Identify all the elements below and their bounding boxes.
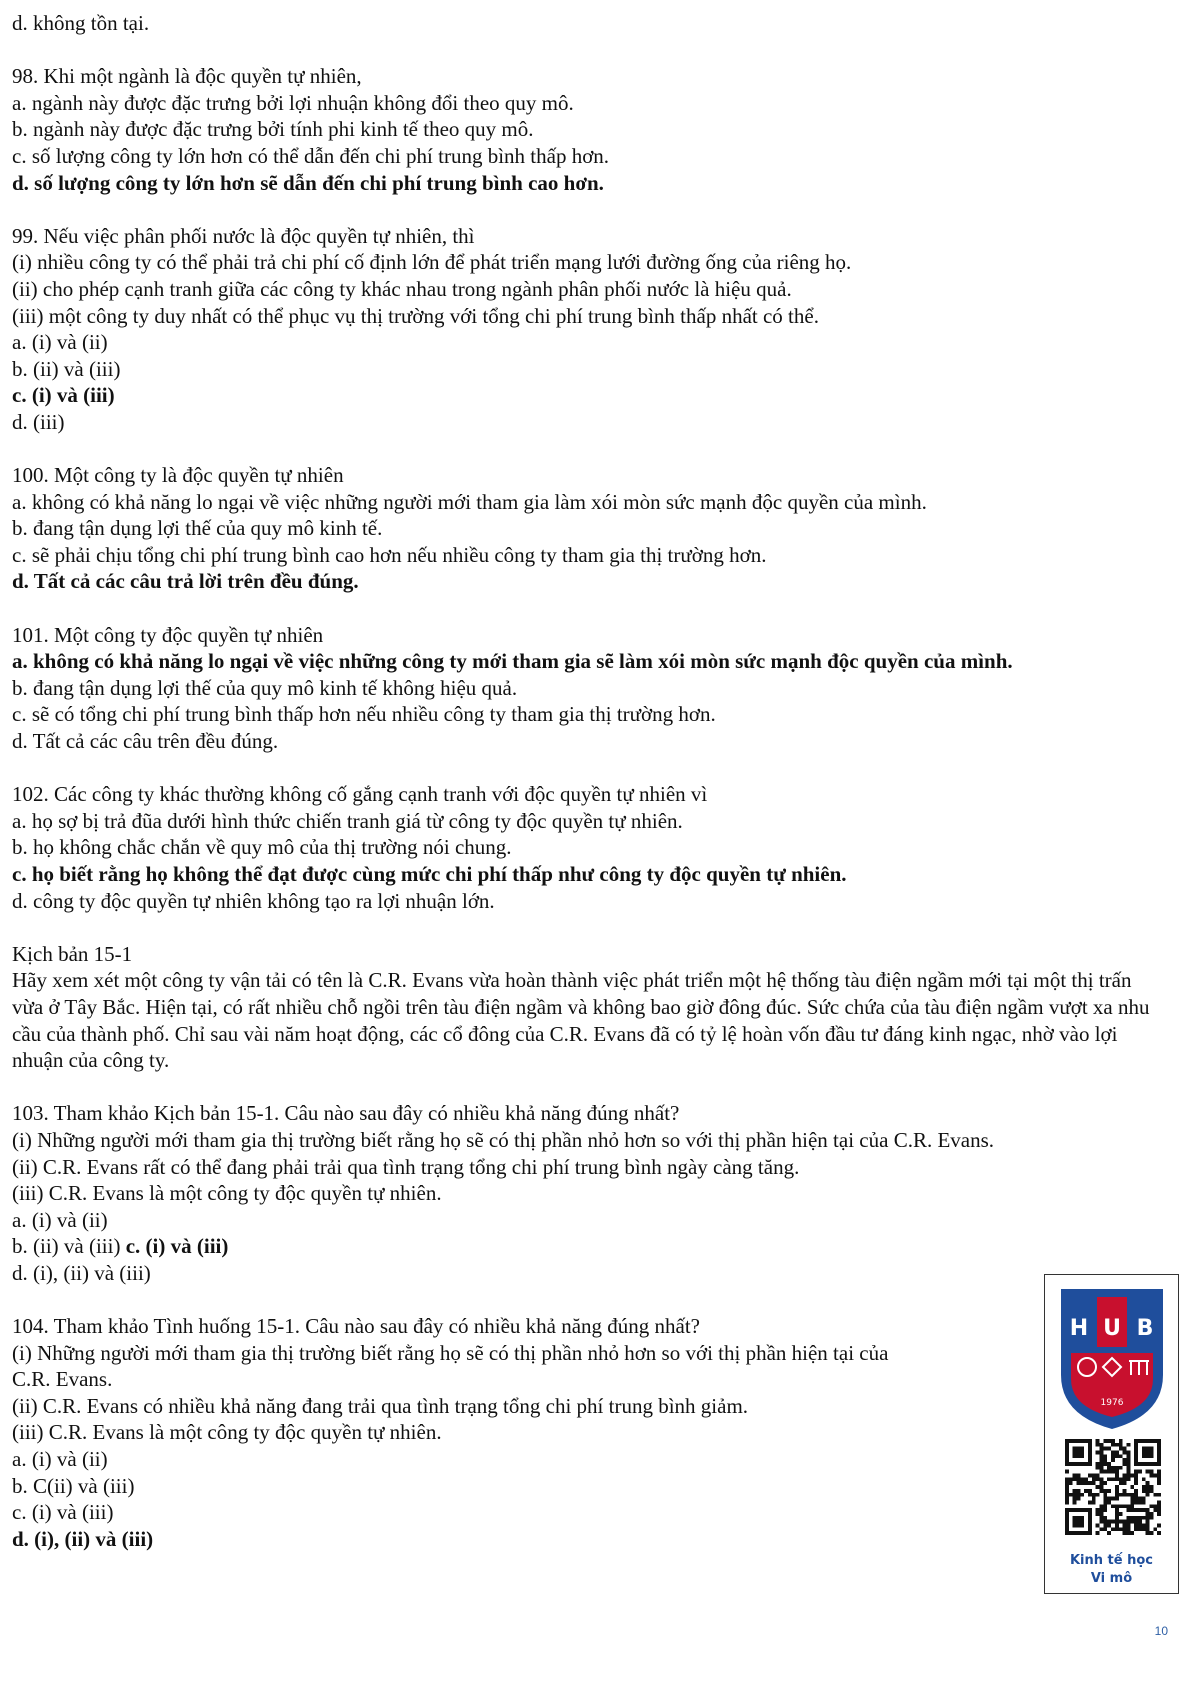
blank-line bbox=[12, 595, 1174, 622]
line-text: a. (i) và (ii) bbox=[12, 1447, 108, 1472]
blank-line bbox=[12, 436, 1174, 463]
line-text: a. ngành này được đặc trưng bởi lợi nhuận không đổi theo quy mô. bbox=[12, 90, 574, 115]
text-line bbox=[12, 1366, 1174, 1393]
text-line bbox=[12, 648, 1174, 675]
blank-line bbox=[12, 196, 1174, 223]
text-line bbox=[12, 116, 1174, 143]
line-text: d. công ty độc quyền tự nhiên không tạo ra lợi nhuận lớn. bbox=[12, 888, 495, 913]
line-text: (iii) C.R. Evans là một công ty độc quyền tự nhiên. bbox=[12, 1181, 442, 1206]
text-line bbox=[12, 808, 1174, 835]
line-text: a. không có khả năng lo ngại về việc những người mới tham gia làm xói mòn sức mạnh độc quyền của mình. bbox=[12, 489, 927, 514]
line-text: c. sẽ có tổng chi phí trung bình thấp hơn nếu nhiều công ty tham gia thị trường hơn. bbox=[12, 702, 716, 727]
text-line bbox=[12, 1154, 1174, 1181]
text-line bbox=[12, 1526, 1174, 1553]
text-line bbox=[12, 1313, 1174, 1340]
line-text: d. (iii) bbox=[12, 409, 65, 434]
text-line bbox=[12, 861, 1174, 888]
logo-letter-b: B bbox=[1136, 1316, 1154, 1341]
line-text: (ii) cho phép cạnh tranh giữa các công ty khác nhau trong ngành phân phối nước là hiệu quả. bbox=[12, 276, 792, 301]
text-line bbox=[12, 568, 1174, 595]
text-line bbox=[12, 170, 1174, 197]
text-line bbox=[12, 329, 1174, 356]
text-line bbox=[12, 1473, 1174, 1500]
line-text: d. (i), (ii) và (iii) bbox=[12, 1260, 151, 1285]
line-text: b. (ii) và (iii) bbox=[12, 356, 121, 381]
text-line bbox=[12, 542, 1174, 569]
page-number: 10 bbox=[1154, 1624, 1168, 1638]
text-line bbox=[12, 701, 1174, 728]
line-text: (ii) C.R. Evans rất có thể đang phải trải qua tình trạng tổng chi phí trung bình ngày càng tăng. bbox=[12, 1154, 800, 1179]
line-text: 99. Nếu việc phân phối nước là độc quyền tự nhiên, thì bbox=[12, 223, 475, 248]
line-text: (i) Những người mới tham gia thị trường biết rằng họ sẽ có thị phần nhỏ hơn so với thị phần hiện tại của C.R. Evans. bbox=[12, 1127, 995, 1152]
text-line bbox=[12, 1233, 1174, 1260]
line-text: b. (ii) và (iii) bbox=[12, 1234, 126, 1259]
blank-line bbox=[12, 1287, 1174, 1314]
line-text: c. (i) và (iii) bbox=[12, 383, 115, 408]
blank-line bbox=[12, 755, 1174, 782]
line-text: c. sẽ phải chịu tổng chi phí trung bình cao hơn nếu nhiều công ty tham gia thị trường hơn. bbox=[12, 542, 767, 567]
text-line bbox=[12, 1100, 1174, 1127]
line-text: 98. Khi một ngành là độc quyền tự nhiên, bbox=[12, 64, 362, 89]
text-line bbox=[12, 1207, 1174, 1234]
text-line bbox=[12, 303, 1174, 330]
line-text: (iii) C.R. Evans là một công ty độc quyền tự nhiên. bbox=[12, 1420, 442, 1445]
badge-title: Kinh tế học bbox=[1069, 1553, 1153, 1568]
text-line bbox=[12, 1419, 1174, 1446]
line-text: a. không có khả năng lo ngại về việc những công ty mới tham gia sẽ làm xói mòn sức mạnh độc quyền của mình. bbox=[12, 649, 1013, 674]
hub-badge bbox=[1044, 1274, 1179, 1594]
line-text: b. ngành này được đặc trưng bởi tính phi kinh tế theo quy mô. bbox=[12, 117, 534, 142]
blank-line bbox=[12, 914, 1174, 941]
text-line bbox=[12, 967, 1162, 1073]
text-line bbox=[12, 356, 1174, 383]
line-text: (i) nhiều công ty có thể phải trả chi phí cố định lớn để phát triển mạng lưới đường ống của riêng họ. bbox=[12, 250, 852, 275]
line-text: 103. Tham khảo Kịch bản 15-1. Câu nào sau đây có nhiều khả năng đúng nhất? bbox=[12, 1101, 680, 1126]
text-line bbox=[12, 675, 1174, 702]
text-line bbox=[12, 941, 1174, 968]
text-line bbox=[12, 489, 1174, 516]
text-line bbox=[12, 1446, 1174, 1473]
line-text: c. họ biết rằng họ không thể đạt được cùng mức chi phí thấp như công ty độc quyền tự nhiên. bbox=[12, 862, 847, 886]
line-text: a. (i) và (ii) bbox=[12, 1207, 108, 1232]
line-text: c. (i) và (iii) bbox=[12, 1500, 114, 1525]
line-text: (iii) một công ty duy nhất có thể phục vụ thị trường với tổng chi phí trung bình thấp nhất có thể. bbox=[12, 303, 819, 328]
line-text: a. (i) và (ii) bbox=[12, 330, 108, 355]
line-text: (i) Những người mới tham gia thị trường biết rằng họ sẽ có thị phần nhỏ hơn so với thị phần hiện tại của bbox=[12, 1340, 889, 1365]
line-text: d. số lượng công ty lớn hơn sẽ dẫn đến chi phí trung bình cao hơn. bbox=[12, 170, 604, 195]
text-line bbox=[12, 409, 1174, 436]
line-text: c. số lượng công ty lớn hơn có thể dẫn đến chi phí trung bình thấp hơn. bbox=[12, 143, 610, 168]
text-line bbox=[12, 276, 1174, 303]
text-line bbox=[12, 781, 1174, 808]
text-line bbox=[12, 1127, 1174, 1154]
text-line bbox=[12, 834, 1174, 861]
line-text: 104. Tham khảo Tình huống 15-1. Câu nào sau đây có nhiều khả năng đúng nhất? bbox=[12, 1314, 701, 1339]
line-text: 102. Các công ty khác thường không cố gắng cạnh tranh với độc quyền tự nhiên vì bbox=[12, 782, 708, 807]
blank-line bbox=[12, 37, 1174, 64]
text-line bbox=[12, 1180, 1174, 1207]
text-line bbox=[12, 1499, 1174, 1526]
hub-shield-logo bbox=[1057, 1283, 1167, 1433]
blank-line bbox=[12, 1074, 1174, 1101]
line-text: d. (i), (ii) và (iii) bbox=[12, 1526, 154, 1551]
line-text: b. đang tận dụng lợi thế của quy mô kinh tế. bbox=[12, 516, 383, 541]
line-text: b. họ không chắc chắn về quy mô của thị trường nói chung. bbox=[12, 835, 512, 860]
line-text: Hãy xem xét một công ty vận tải có tên là C.R. Evans vừa hoàn thành việc phát triển một hệ thống tàu điện ngầm mới tại một thị trấn vừa ở Tây Bắc. Hiện tại, có rất nhiều chỗ ngồi trên tàu điện ngầm và không bao giờ đông đúc. Sức chứa của tàu điện ngầm vượt xa nhu cầu của thành phố. Chỉ sau vài năm hoạt động, các cổ đông của C.R. Evans đã có tỷ lệ hoàn vốn đầu tư đáng kinh ngạc, nhờ vào lợi nhuận của công ty. bbox=[12, 968, 1150, 1073]
text-line bbox=[12, 10, 1174, 37]
logo-year: 1976 bbox=[1100, 1398, 1124, 1408]
line-text: d. không tồn tại. bbox=[12, 11, 150, 35]
text-line bbox=[12, 382, 1174, 409]
line-text: Kịch bản 15-1 bbox=[12, 941, 133, 966]
document-body bbox=[12, 10, 1174, 1552]
line-text: 101. Một công ty độc quyền tự nhiên bbox=[12, 622, 324, 647]
line-text: a. họ sợ bị trả đũa dưới hình thức chiến tranh giá từ công ty độc quyền tự nhiên. bbox=[12, 808, 683, 833]
text-line bbox=[12, 143, 1174, 170]
text-line bbox=[12, 63, 1174, 90]
line-text: 100. Một công ty là độc quyền tự nhiên bbox=[12, 463, 344, 488]
logo-letter-h: H bbox=[1069, 1316, 1089, 1341]
text-line bbox=[12, 223, 1174, 250]
text-line bbox=[12, 622, 1174, 649]
text-line bbox=[12, 1340, 1174, 1367]
line-text: d. Tất cả các câu trả lời trên đều đúng. bbox=[12, 569, 359, 594]
line-text: b. đang tận dụng lợi thế của quy mô kinh tế không hiệu quả. bbox=[12, 675, 518, 700]
badge-subtitle: Vi mô bbox=[1090, 1571, 1133, 1586]
qr-code-icon bbox=[1065, 1439, 1161, 1535]
logo-letter-u: U bbox=[1103, 1316, 1121, 1341]
line-text: C.R. Evans. bbox=[12, 1367, 113, 1392]
text-line bbox=[12, 888, 1174, 915]
text-line bbox=[12, 1260, 1174, 1287]
text-line bbox=[12, 1393, 1174, 1420]
line-text: d. Tất cả các câu trên đều đúng. bbox=[12, 729, 279, 754]
line-text: (ii) C.R. Evans có nhiều khả năng đang trải qua tình trạng tổng chi phí trung bình giảm. bbox=[12, 1393, 749, 1418]
text-line bbox=[12, 462, 1174, 489]
text-line bbox=[12, 728, 1174, 755]
text-line bbox=[12, 515, 1174, 542]
text-line bbox=[12, 90, 1174, 117]
line-text: b. C(ii) và (iii) bbox=[12, 1473, 135, 1498]
line-text-bold: c. (i) và (iii) bbox=[125, 1234, 229, 1259]
text-line bbox=[12, 249, 1174, 276]
